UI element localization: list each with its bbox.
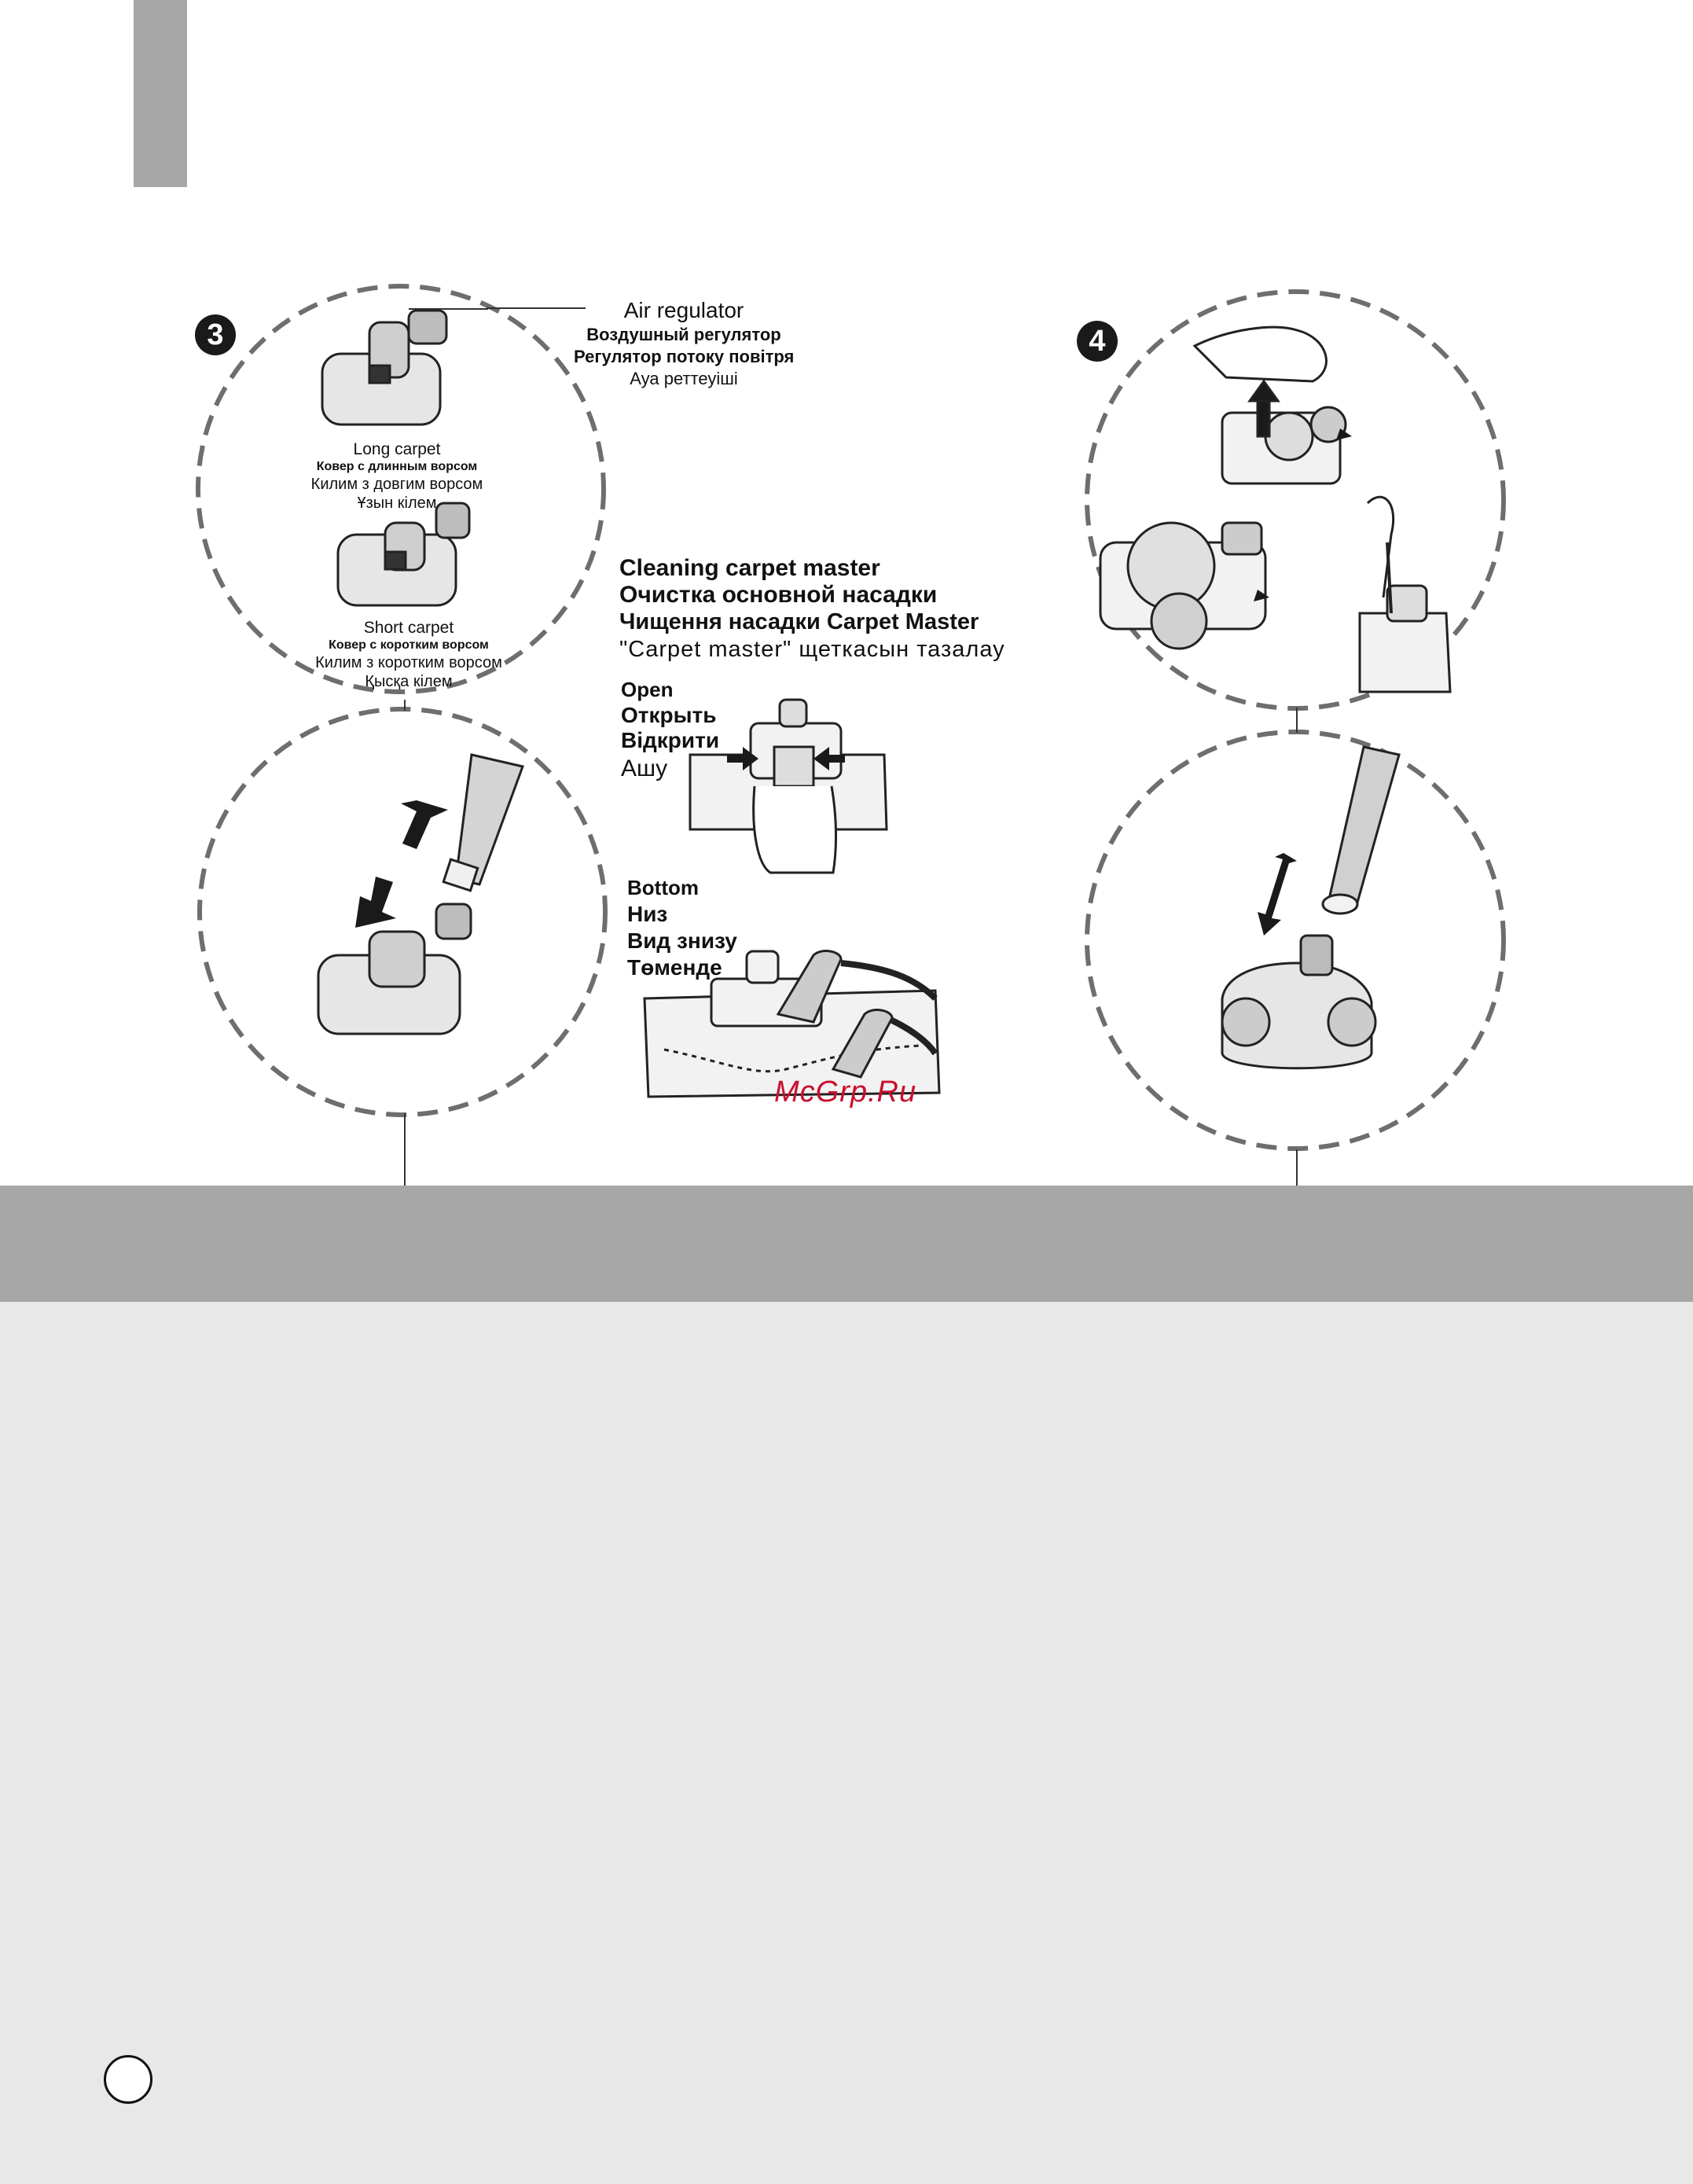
section-band: [0, 1186, 1693, 1302]
double-arrow: [1258, 853, 1297, 936]
air-regulator-en: Air regulator: [623, 298, 744, 322]
cleaning-title-kk: "Carpet master" щеткасын тазалау: [619, 637, 1005, 662]
watermark: McGrp.Ru: [774, 1075, 917, 1109]
air-regulator-label: [574, 297, 794, 390]
short-carpet-uk: Килим з коротким ворсом: [315, 654, 502, 671]
up-down-arrows: [355, 800, 448, 928]
long-carpet-kk: Ұзын кілем: [357, 495, 437, 512]
cleaning-title: [619, 555, 1005, 664]
bottom-uk: Вид знизу: [627, 928, 737, 953]
short-carpet-kk: Қысқа кілем: [365, 673, 453, 690]
air-regulator-ru: Воздушный регулятор: [586, 325, 781, 344]
tube-attach-drawing: [318, 755, 523, 1034]
short-carpet-label: [307, 619, 511, 691]
cleaning-title-en: Cleaning carpet master: [619, 555, 880, 581]
cleaning-title-ru: Очистка основной насадки: [619, 582, 938, 608]
cleaning-title-uk: Чищення насадки Carpet Master: [619, 609, 979, 634]
step3b-dashed-circle: [200, 709, 605, 1115]
open-ru: Открыть: [621, 703, 717, 727]
open-label: [621, 676, 719, 785]
lower-panel: [0, 1302, 1693, 2184]
open-nozzle-drawing: [690, 700, 887, 873]
step-4-badge: 4: [1077, 321, 1118, 362]
step4b-dashed-circle: [1087, 732, 1504, 1149]
bottom-kk: Төменде: [627, 955, 722, 980]
long-carpet-en: Long carpet: [353, 440, 441, 458]
air-regulator-leader: [409, 308, 586, 309]
open-uk: Відкрити: [621, 728, 720, 752]
nozzle-long-carpet-drawing: [322, 311, 446, 425]
open-en: Open: [621, 678, 674, 701]
nozzle-short-carpet-drawing: [338, 503, 469, 605]
long-carpet-ru: Ковер с длинным ворсом: [316, 460, 478, 473]
step-3-badge: 3: [195, 314, 236, 355]
air-regulator-kk: Ауа реттеуіші: [630, 369, 738, 388]
air-regulator-uk: Регулятор потоку повітря: [574, 347, 795, 366]
open-kk: Ашу: [621, 756, 668, 781]
short-carpet-ru: Ковер с коротким ворсом: [329, 638, 489, 652]
bottom-label: [627, 874, 737, 981]
short-carpet-en: Short carpet: [363, 619, 454, 637]
turbo-attach-drawing: [1222, 747, 1399, 1068]
bottom-en: Bottom: [627, 876, 699, 899]
long-carpet-label: [295, 440, 499, 513]
long-carpet-uk: Килим з довгим ворсом: [310, 476, 483, 493]
roller-removal-drawing: [1100, 327, 1450, 692]
page-number-circle: [104, 2055, 152, 2104]
bottom-ru: Низ: [627, 902, 668, 926]
